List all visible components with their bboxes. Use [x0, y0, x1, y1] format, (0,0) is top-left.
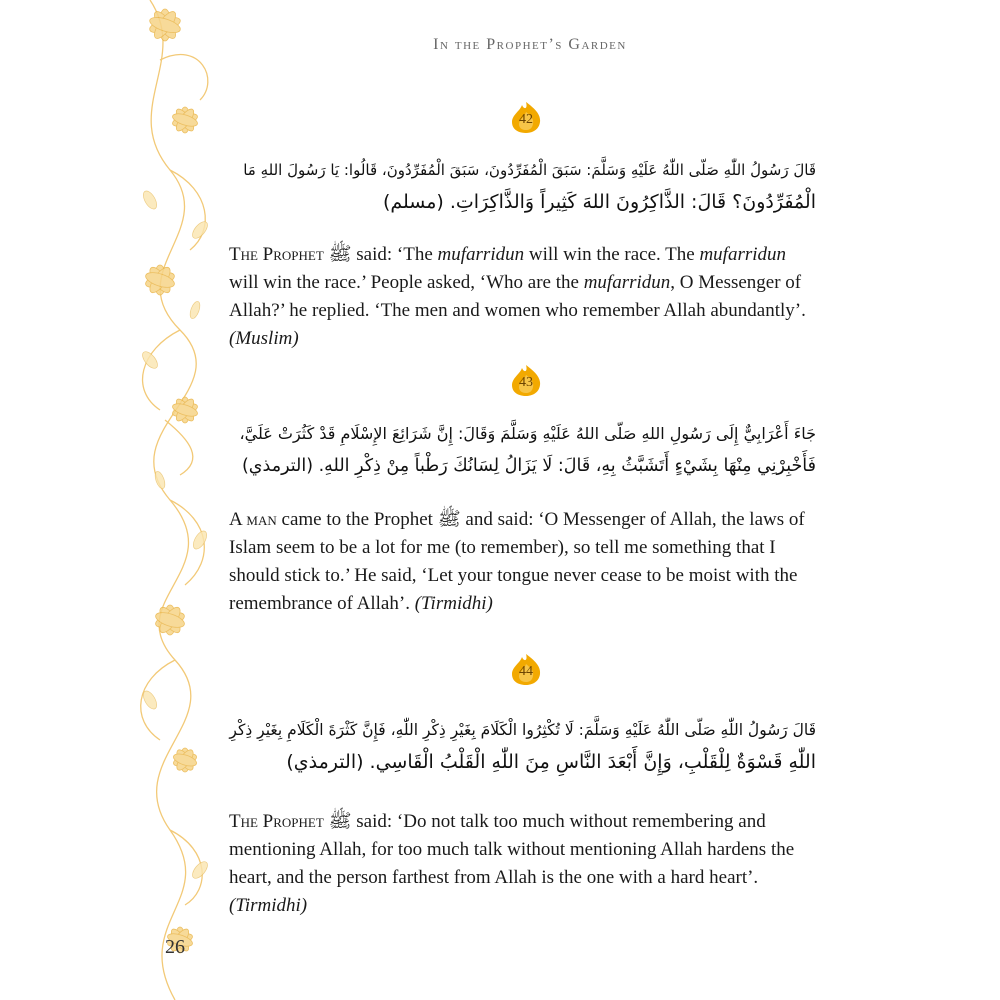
translation-italic: mufarridun: [699, 244, 787, 265]
arabic-line: فَأَخْبِرْنِي مِنْهَا بِشَيْءٍ أَتَشَبَّثُ بِهِ، قَالَ: لَا يَزَالُ لِسَانُكَ رَطْباً مِنْ ذِكْرِ اللهِ. (الترمذي): [241, 456, 816, 476]
hadith-number: 43: [519, 375, 533, 390]
translation-italic: mufarridun: [437, 244, 525, 265]
hadith-number-badge: [508, 363, 544, 397]
hadith-number: 42: [519, 112, 533, 127]
page-number: 26: [165, 936, 185, 958]
hadith-number-badge: [508, 652, 544, 686]
arabic-line: الْمُفَرِّدُونَ؟ قَالَ: الذَّاكِرُونَ اللهَ كَثِيراً وَالذَّاكِرَاتِ. (مسلم): [382, 191, 816, 213]
translation-italic: mufarridun: [583, 272, 671, 293]
running-head: In the Prophet’s Garden: [433, 36, 627, 53]
english-translation-42: [229, 241, 819, 353]
arabic-line: قَالَ رَسُولُ اللّٰهِ صَلّى اللّٰهُ عَلَيْهِ وَسَلَّمَ: سَبَقَ الْمُفَرِّدُونَ، سَبَقَ الْمُفَرِّدُونَ، قَالُوا: يَا رَسُولَ اللهِ مَا: [243, 161, 816, 179]
english-translation-43: [229, 506, 819, 618]
source-citation: (Tirmidhi): [229, 895, 308, 916]
translation-text: came to the Prophet ﷺ and said: ‘O Messenger of Allah, the laws of Islam seem to be a lot for me (to remember), so tell me something that I should stick to.’ He said, ‘Let your tongue never cease to be moist with the remembrance of Allah’.: [229, 509, 805, 614]
hadith-number: 44: [519, 664, 533, 679]
lead-words: The Prophet ﷺ: [229, 811, 352, 832]
translation-text: said: ‘The: [351, 244, 438, 265]
arabic-line: قَالَ رَسُولُ اللّٰهِ صَلّى اللّٰهُ عَلَيْهِ وَسَلَّمَ: لَا تُكْثِرُوا الْكَلَامَ بِغَيْرِ ذِكْرِ اللّٰهِ، فَإِنَّ كَثْرَةَ الْكَلَامِ بِغَيْرِ ذِكْرِ: [229, 721, 816, 739]
arabic-text-44: [228, 714, 816, 778]
translation-text: said: ‘Do not talk too much without remembering and mentioning Allah, for too much talk without mentioning Allah hardens the heart, and the person farthest from Allah is the one with a hard heart’.: [229, 811, 795, 888]
arabic-line: اللّٰهِ قَسْوَةٌ لِلْقَلْبِ، وَإِنَّ أَبْعَدَ النَّاسِ مِنَ اللّٰهِ الْقَلْبُ الْقَاسِي. (الترمذي): [286, 751, 816, 773]
floral-border-decoration: [0, 0, 230, 1000]
source-citation: (Tirmidhi): [414, 593, 493, 614]
translation-text: will win the race.’ People asked, ‘Who are the: [229, 272, 584, 293]
english-translation-44: [229, 808, 819, 920]
arabic-line: جَاءَ أَعْرَابِيٌّ إِلَى رَسُولِ اللهِ صَلّى اللهُ عَلَيْهِ وَسَلَّمَ وَقَالَ: إِنَّ شَرَائِعَ الإِسْلَامِ قَدْ كَثُرَتْ عَلَيَّ،: [239, 424, 816, 443]
arabic-text-42: [228, 154, 816, 218]
translation-text: , O Messenger of Allah?’ he replied. ‘The men and women who remember Allah abundantly’.: [229, 272, 806, 321]
hadith-number-badge: [508, 100, 544, 134]
lead-words: A man: [229, 509, 277, 530]
arabic-text-43: [228, 418, 816, 482]
translation-text: will win the race. The: [524, 244, 700, 265]
source-citation: (Muslim): [229, 328, 299, 349]
lead-words: The Prophet ﷺ: [229, 244, 352, 265]
